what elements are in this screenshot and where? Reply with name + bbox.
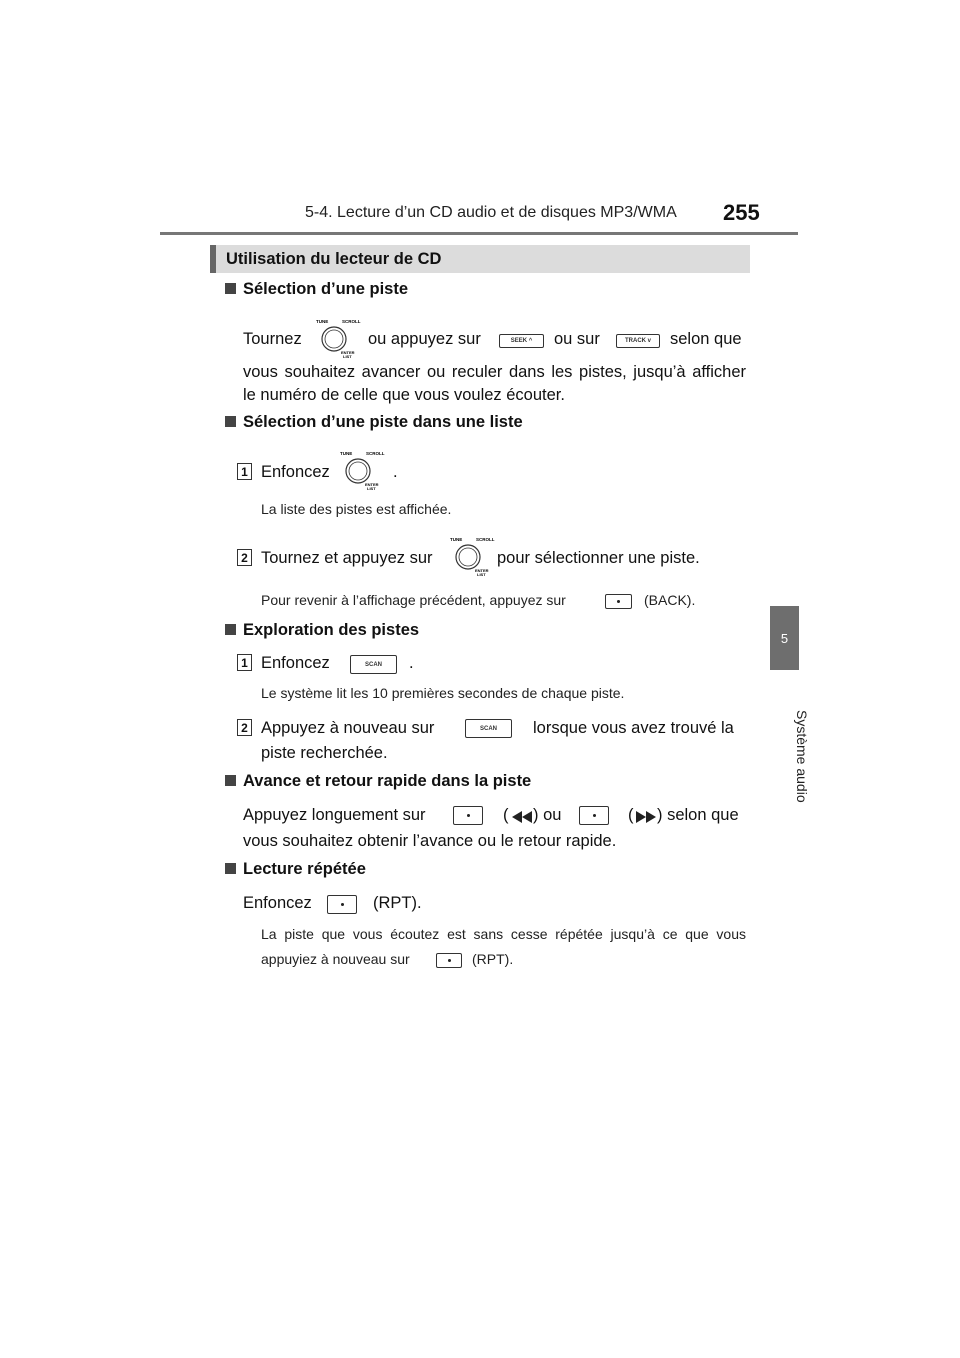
text: Appuyez longuement sur [243,806,426,824]
button-dot [448,959,451,962]
text: ou sur [554,330,600,348]
text: piste recherchée. [261,744,388,762]
track-label: TRACK [624,338,646,344]
note: (RPT). [472,951,514,967]
text: Enfoncez [243,894,312,912]
heading-text: Exploration des pistes [243,621,420,639]
text: ) ou [533,806,562,824]
scan-label: SCAN [364,661,382,668]
preset-button-icon [453,806,483,825]
text: . [393,463,398,481]
step-number: 1 [237,654,252,671]
heading-scan [225,621,419,640]
note: La piste que vous écoutez est sans cesse répétée jusqu’à ce que vous [261,926,746,942]
heading-text: Avance et retour rapide dans la piste [243,772,532,790]
button-dot [467,814,470,817]
scan-button-icon [465,719,512,738]
header-rule [160,232,798,235]
step-number: 2 [237,549,252,566]
square-bullet-icon [225,863,236,874]
fast-forward-icon [635,810,657,822]
text: pour sélectionner une piste. [497,549,700,567]
heading-select-track [225,280,408,299]
text: ( [503,806,509,824]
knob-list-label: LIST [343,354,352,359]
square-bullet-icon [225,624,236,635]
text: Tournez et appuyez sur [261,549,433,567]
text: ou appuyez sur [368,330,481,348]
heading-repeat [225,860,366,879]
text: ( [628,806,634,824]
svg-text:TUNE: TUNE [340,451,353,456]
svg-text:ENTER: ENTER [475,568,489,573]
text: ) selon que [657,806,739,824]
chapter-tab-number: 5 [780,630,789,646]
text: . [409,654,414,672]
text: vous souhaitez obtenir l’avance ou le retour rapide. [243,832,617,850]
section-title: Utilisation du lecteur de CD [210,245,750,273]
track-button-icon: TRACK v [616,334,660,348]
square-bullet-icon [225,283,236,294]
text: Tournez [243,330,302,348]
svg-text:LIST: LIST [367,486,376,491]
chapter-title: 5-4. Lecture d’un CD audio et de disques MP3/WMA [305,204,677,221]
chapter-tab [770,606,799,670]
text: lorsque vous avez trouvé la [533,719,734,737]
rpt-button-icon [327,895,357,914]
text: selon que [670,330,742,348]
seek-button-icon: SEEK ^ [499,334,544,348]
heading-select-list [225,413,523,432]
back-button-icon [605,594,632,609]
tune-scroll-knob-icon [448,536,495,577]
svg-text:ENTER: ENTER [365,482,379,487]
page-number: 255 [723,200,760,225]
note: (BACK). [644,592,696,608]
knob-enter-label: ENTER [341,350,355,355]
step-number: 1 [237,463,252,480]
svg-text:LIST: LIST [477,572,486,577]
square-bullet-icon [225,416,236,427]
heading-text: Sélection d’une piste dans une liste [243,413,523,431]
rewind-icon [511,810,533,822]
tune-scroll-knob-icon [338,450,385,491]
knob-tune-label: TUNE [316,319,329,324]
note: Pour revenir à l’affichage précédent, appuyez sur [261,592,566,608]
text: Enfoncez [261,654,330,672]
note: La liste des pistes est affichée. [261,501,452,517]
text: Enfoncez [261,463,330,481]
heading-text: Lecture répétée [243,860,366,878]
tune-scroll-knob-icon [314,318,361,359]
button-dot [341,903,344,906]
heading-text: Sélection d’une piste [243,280,409,298]
svg-text:SCROLL: SCROLL [476,537,495,542]
chapter-tab-label: Système audio [794,710,810,803]
scan-label: SCAN [479,725,497,732]
step-number: 2 [237,719,252,736]
text: (RPT). [373,894,422,912]
text: vous souhaitez avancer ou reculer dans les pistes, jusqu’à afficher [243,363,746,381]
preset-button-icon [579,806,609,825]
seek-label: SEEK [510,338,528,344]
note: Le système lit les 10 premières secondes de chaque piste. [261,685,625,701]
button-dot [617,600,620,603]
button-dot [593,814,596,817]
svg-text:TUNE: TUNE [450,537,463,542]
text: Appuyez à nouveau sur [261,719,435,737]
text: le numéro de celle que vous voulez écouter. [243,386,565,404]
svg-text:SCROLL: SCROLL [366,451,385,456]
scan-button-icon [350,655,397,674]
rpt-button-icon [436,953,462,968]
heading-fast [225,772,531,791]
square-bullet-icon [225,775,236,786]
knob-scroll-label: SCROLL [342,319,361,324]
note: appuyiez à nouveau sur [261,951,410,967]
